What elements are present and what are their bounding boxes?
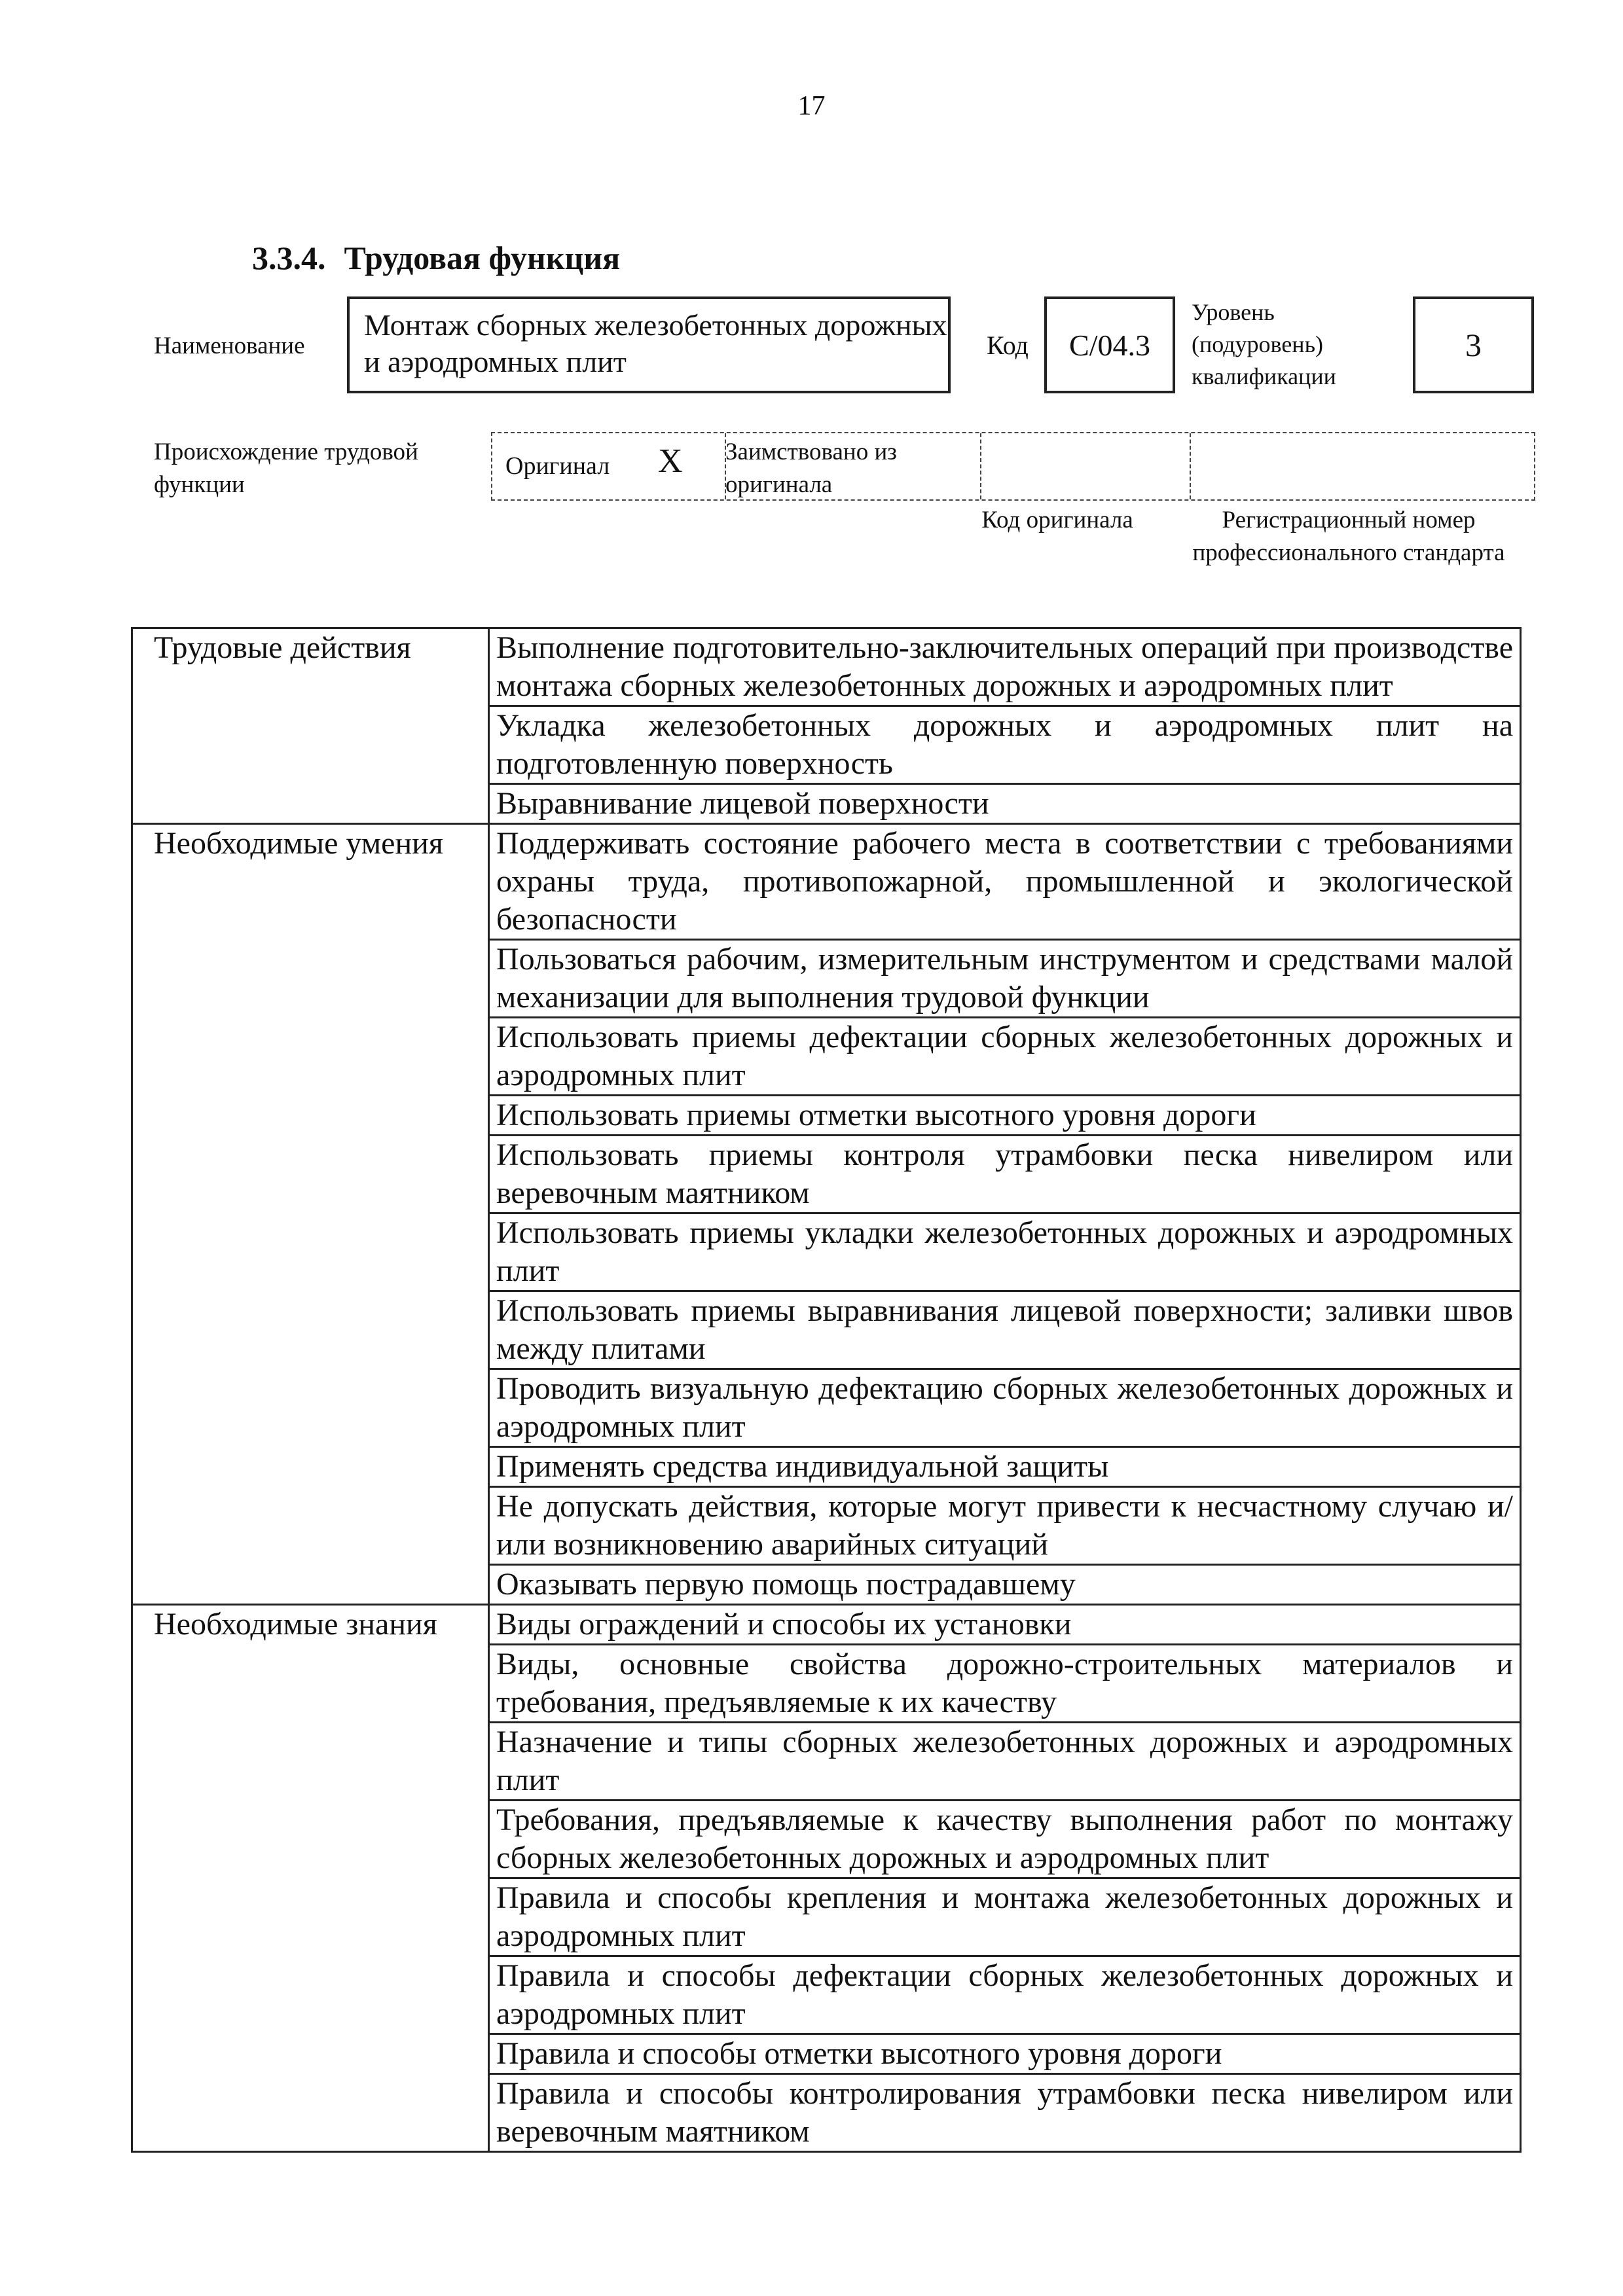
name-label: Наименование	[154, 332, 305, 359]
requirement-item: Использовать приемы контроля утрамбовки песка нивелиром или веревочным маятником	[489, 1136, 1521, 1213]
requirement-item: Проводить визуальную дефектацию сборных железобетонных дорожных и аэродромных плит	[489, 1369, 1521, 1447]
requirement-item: Правила и способы отметки высотного уровня дороги	[489, 2034, 1521, 2074]
section-number: 3.3.4.	[252, 240, 326, 276]
requirement-item: Виды ограждений и способы их установки	[489, 1605, 1521, 1645]
origin-original-label: Оригинал	[505, 452, 610, 480]
origin-original-mark: X	[658, 442, 683, 480]
requirement-item: Использовать приемы дефектации сборных железобетонных дорожных и аэродромных плит	[489, 1018, 1521, 1096]
requirement-item: Поддерживать состояние рабочего места в соответствии с требованиями охраны труда, противопожарной, промышленной и экологической безопасности	[489, 824, 1521, 940]
name-value: Монтаж сборных железобетонных дорожных и аэродромных плит	[347, 296, 951, 393]
requirement-item: Требования, предъявляемые к качеству выполнения работ по монтажу сборных железобетонных дорожных и аэродромных плит	[489, 1801, 1521, 1878]
level-label: Уровень (подуровень) квалификации	[1192, 299, 1336, 389]
table-row	[132, 628, 1521, 706]
requirement-item: Не допускать действия, которые могут привести к несчастному случаю и/или возникновению аварийных ситуаций	[489, 1487, 1521, 1565]
code-value: С/04.3	[1044, 296, 1175, 393]
table-row	[132, 824, 1521, 940]
requirement-item: Применять средства индивидуальной защиты	[489, 1447, 1521, 1487]
requirement-item: Назначение и типы сборных железобетонных дорожных и аэродромных плит	[489, 1723, 1521, 1801]
section-label: Необходимые умения	[132, 824, 489, 1605]
code-label: Код	[987, 331, 1029, 360]
requirement-item: Выравнивание лицевой поверхности	[489, 784, 1521, 824]
requirement-item: Виды, основные свойства дорожно-строительных материалов и требования, предъявляемые к их качеству	[489, 1645, 1521, 1723]
requirement-item: Правила и способы дефектации сборных железобетонных дорожных и аэродромных плит	[489, 1956, 1521, 2034]
requirement-item: Укладка железобетонных дорожных и аэродромных плит на подготовленную поверхность	[489, 706, 1521, 784]
section-title-text: Трудовая функция	[344, 240, 621, 276]
origin-table	[491, 432, 1535, 501]
requirement-item: Правила и способы крепления и монтажа железобетонных дорожных и аэродромных плит	[489, 1878, 1521, 1956]
table-row	[132, 1605, 1521, 1645]
section-title	[252, 239, 620, 277]
origin-reg-caption: Регистрационный номер профессионального стандарта	[1192, 507, 1505, 566]
origin-borrowed-label: Заимствовано из оригинала	[725, 439, 897, 498]
requirement-item: Использовать приемы укладки железобетонных дорожных и аэродромных плит	[489, 1213, 1521, 1291]
requirement-item: Правила и способы контролирования утрамбовки песка нивелиром или веревочным маятником	[489, 2074, 1521, 2152]
requirement-item: Использовать приемы отметки высотного уровня дороги	[489, 1096, 1521, 1136]
page-number: 17	[797, 91, 826, 121]
requirement-item: Оказывать первую помощь пострадавшему	[489, 1565, 1521, 1605]
level-value: 3	[1413, 296, 1534, 393]
section-label: Необходимые знания	[132, 1605, 489, 2152]
requirement-item: Пользоваться рабочим, измерительным инструментом и средствами малой механизации для выполнения трудовой функции	[489, 940, 1521, 1018]
origin-code-caption: Код оригинала	[981, 507, 1133, 533]
section-label: Трудовые действия	[132, 628, 489, 824]
origin-code-cell	[981, 433, 1191, 499]
requirements-table	[131, 627, 1522, 2153]
requirement-item: Использовать приемы выравнивания лицевой поверхности; заливки швов между плитами	[489, 1291, 1521, 1369]
origin-label: Происхождение трудовой функции	[154, 439, 418, 498]
requirement-item: Выполнение подготовительно-заключительных операций при производстве монтажа сборных железобетонных дорожных и аэродромных плит	[489, 628, 1521, 706]
